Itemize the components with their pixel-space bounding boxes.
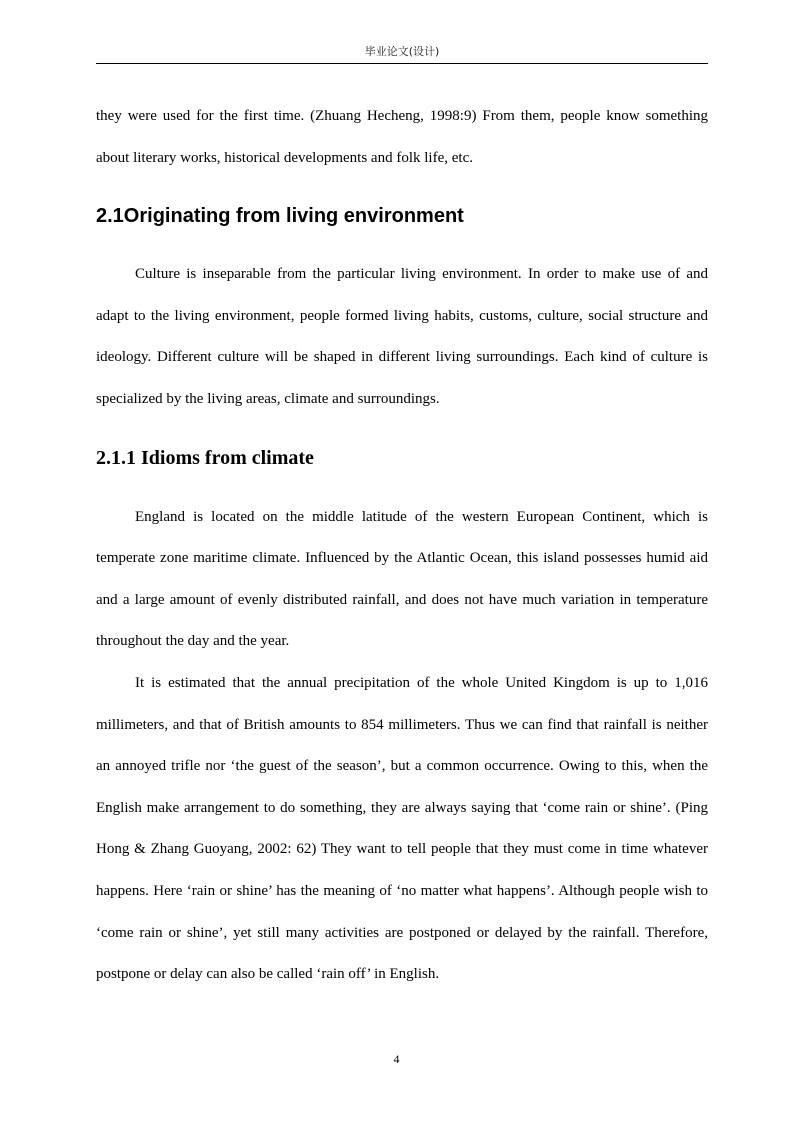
section-heading-2-1: 2.1Originating from living environment [96, 205, 464, 228]
page-number: 4 [393, 1052, 400, 1066]
paragraph-england-climate: England is located on the middle latitude of the western European Continent, which is temperate zone maritime climate. Influenced by the Atlantic Ocean, this island possesses humid aid and a large amount of evenly distributed rainfall, and does not have much variation in temperature throughout the day and the year. [96, 508, 708, 650]
subsection-heading-2-1-1: 2.1.1 Idioms from climate [96, 447, 314, 470]
paragraph-living-environment: Culture is inseparable from the particular living environment. In order to make use of and adapt to the living environment, people formed living habits, customs, culture, social structure and ideology. Different culture will be shaped in different living surroundings. Each kind of culture is specialized by the living areas, climate and surroundings. [96, 266, 708, 407]
page-body [96, 96, 708, 996]
paragraph-continuation: they were used for the first time. (Zhuang Hecheng, 1998:9) From them, people know something about literary works, historical developments and folk life, etc. [96, 108, 708, 166]
page-header [96, 44, 708, 64]
paragraph-rain-or-shine: It is estimated that the annual precipitation of the whole United Kingdom is up to 1,016 millimeters, and that of British amounts to 854 millimeters. Thus we can find that rainfall is neither an annoyed trifle nor ‘the guest of the season’, but a common occurrence. Owing to this, when the English make arrangement to do something, they are always saying that ‘come rain or shine’. (Ping Hong & Zhang Guoyang, 2002: 62) They want to tell people that they must come in time whatever happens. Here ‘rain or shine’ has the meaning of ‘no matter what happens’. Although people wish to ‘come rain or shine’, yet still many activities are postponed or delayed by the rainfall. Therefore, postpone or delay can also be called ‘rain off’ in English. [96, 674, 708, 983]
header-title: 毕业论文(设计) [364, 45, 440, 58]
